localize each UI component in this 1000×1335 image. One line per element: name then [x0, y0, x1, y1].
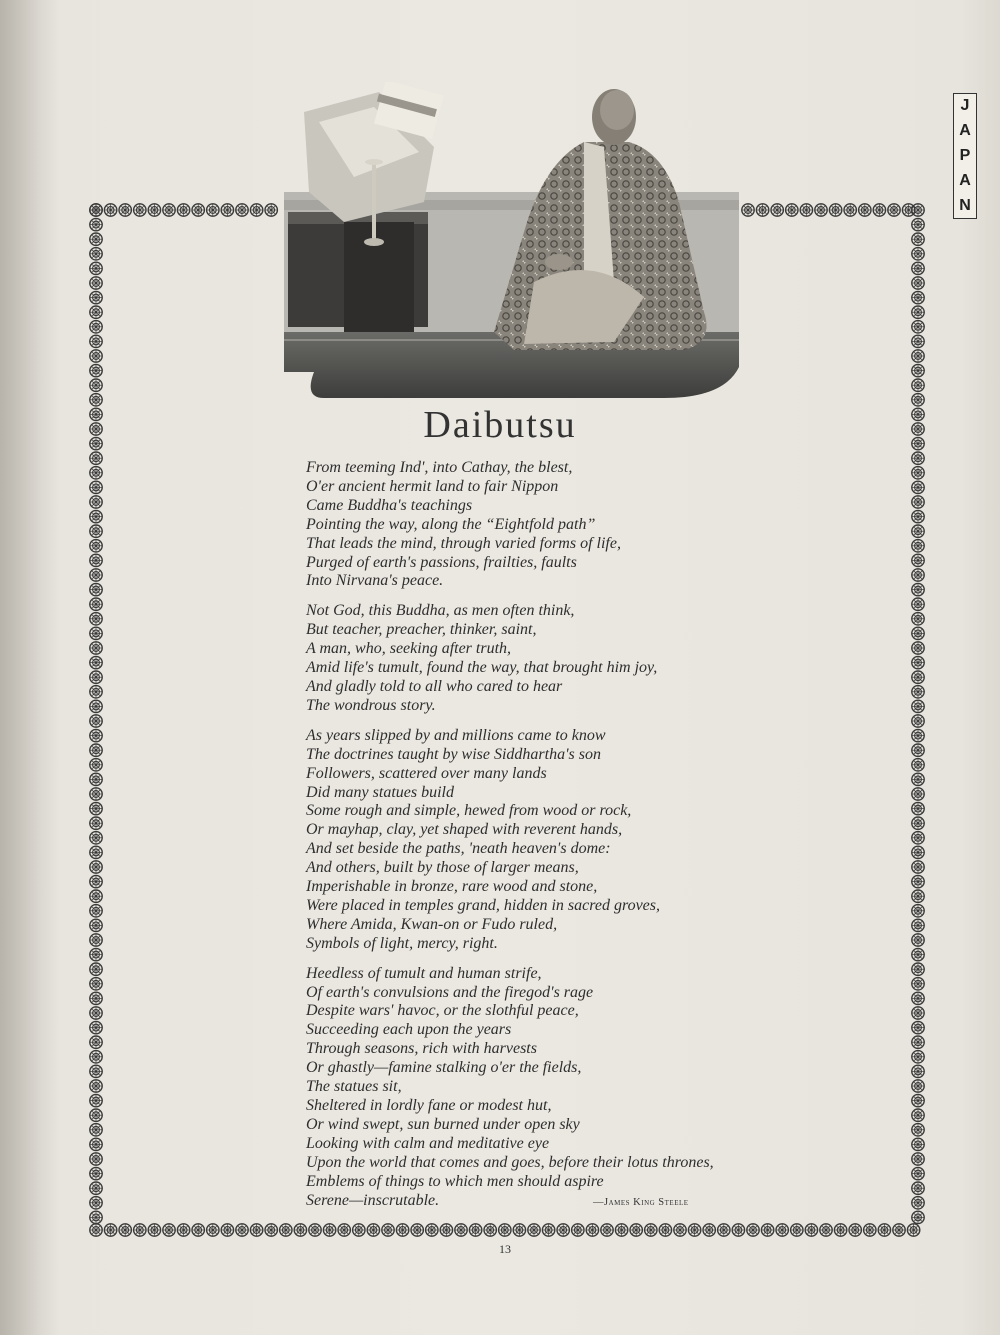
poem-line: Looking with calm and meditative eye: [306, 1134, 550, 1152]
poem-line: A man, who, seeking after truth,: [306, 640, 512, 658]
poem-line: Were placed in temples grand, hidden in sacred groves,: [306, 896, 661, 914]
poem-line: And gladly told to all who cared to hear: [306, 677, 563, 695]
poem-line: Succeeding each upon the years: [306, 1021, 512, 1039]
poem-line: From teeming Ind', into Cathay, the blest,: [306, 459, 573, 476]
poem-line: Did many statues build: [306, 783, 454, 801]
poem-line: The statues sit,: [306, 1078, 402, 1096]
poem-line: Or wind swept, sun burned under open sky: [306, 1115, 580, 1133]
poem-line: Where Amida, Kwan-on or Fudo ruled,: [306, 915, 558, 933]
poem-stanza: [306, 965, 826, 1211]
poem-line: Of earth's convulsions and the firegod's rage: [306, 983, 594, 1001]
poem-line: Pointing the way, along the “Eightfold path”: [306, 515, 596, 533]
side-tab-letter: J: [960, 97, 970, 115]
page-number: 13: [499, 1242, 511, 1256]
poem-body: [306, 459, 826, 1221]
poem-line: Or mayhap, clay, yet shaped with reverent hands,: [306, 821, 623, 839]
poem-line: Despite wars' havoc, or the slothful peace,: [306, 1002, 579, 1020]
poem-line: Purged of earth's passions, frailties, faults: [306, 553, 577, 571]
poem-line: Heedless of tumult and human strife,: [306, 964, 542, 982]
poem-line: As years slipped by and millions came to know: [306, 726, 606, 744]
poem-line: Emblems of things to which men should aspire: [306, 1172, 604, 1190]
poem-line: Amid life's tumult, found the way, that brought him joy,: [306, 659, 658, 677]
poem-line: And set beside the paths, 'neath heaven's dome:: [306, 840, 611, 858]
side-tab-letter: P: [959, 146, 971, 164]
poem-line: Sheltered in lordly fane or modest hut,: [306, 1097, 552, 1114]
poem-line: Serene—inscrutable.: [306, 1191, 440, 1209]
poem-title: Daibutsu: [423, 404, 577, 446]
side-tab-letter: A: [959, 122, 971, 140]
poem-line: And others, built by those of larger means,: [306, 859, 579, 877]
poem-line: The wondrous story.: [306, 696, 436, 714]
poem-line: Some rough and simple, hewed from wood or rock,: [306, 802, 632, 820]
monk-photograph: [284, 82, 739, 398]
side-tab-letter: A: [959, 171, 971, 189]
side-tab-letter: N: [959, 196, 971, 214]
poem-line: That leads the mind, through varied forms of life,: [306, 534, 621, 552]
poem-stanza: [306, 602, 826, 715]
poem-line: Imperishable in bronze, rare wood and stone,: [306, 878, 598, 896]
poem-line: The doctrines taught by wise Siddhartha's son: [306, 745, 601, 763]
poem-author: —James King Steele: [593, 1197, 689, 1208]
poem-stanza: [306, 727, 826, 954]
poem-stanza: [306, 459, 826, 591]
poem-line: O'er ancient hermit land to fair Nippon: [306, 477, 559, 495]
poem-line: Through seasons, rich with harvests: [306, 1040, 537, 1058]
poem-line: Or ghastly—famine stalking o'er the fields,: [306, 1059, 582, 1077]
poem-line: But teacher, preacher, thinker, saint,: [306, 621, 537, 639]
japan-side-tab: [953, 93, 977, 219]
poem-line: Came Buddha's teachings: [306, 496, 473, 514]
poem-line: Upon the world that comes and goes, before their lotus thrones,: [306, 1153, 714, 1171]
poem-line: Into Nirvana's peace.: [306, 572, 444, 590]
poem-line: Not God, this Buddha, as men often think,: [306, 602, 575, 620]
poem-line: Followers, scattered over many lands: [306, 764, 547, 782]
poem-line: Symbols of light, mercy, right.: [306, 934, 498, 952]
